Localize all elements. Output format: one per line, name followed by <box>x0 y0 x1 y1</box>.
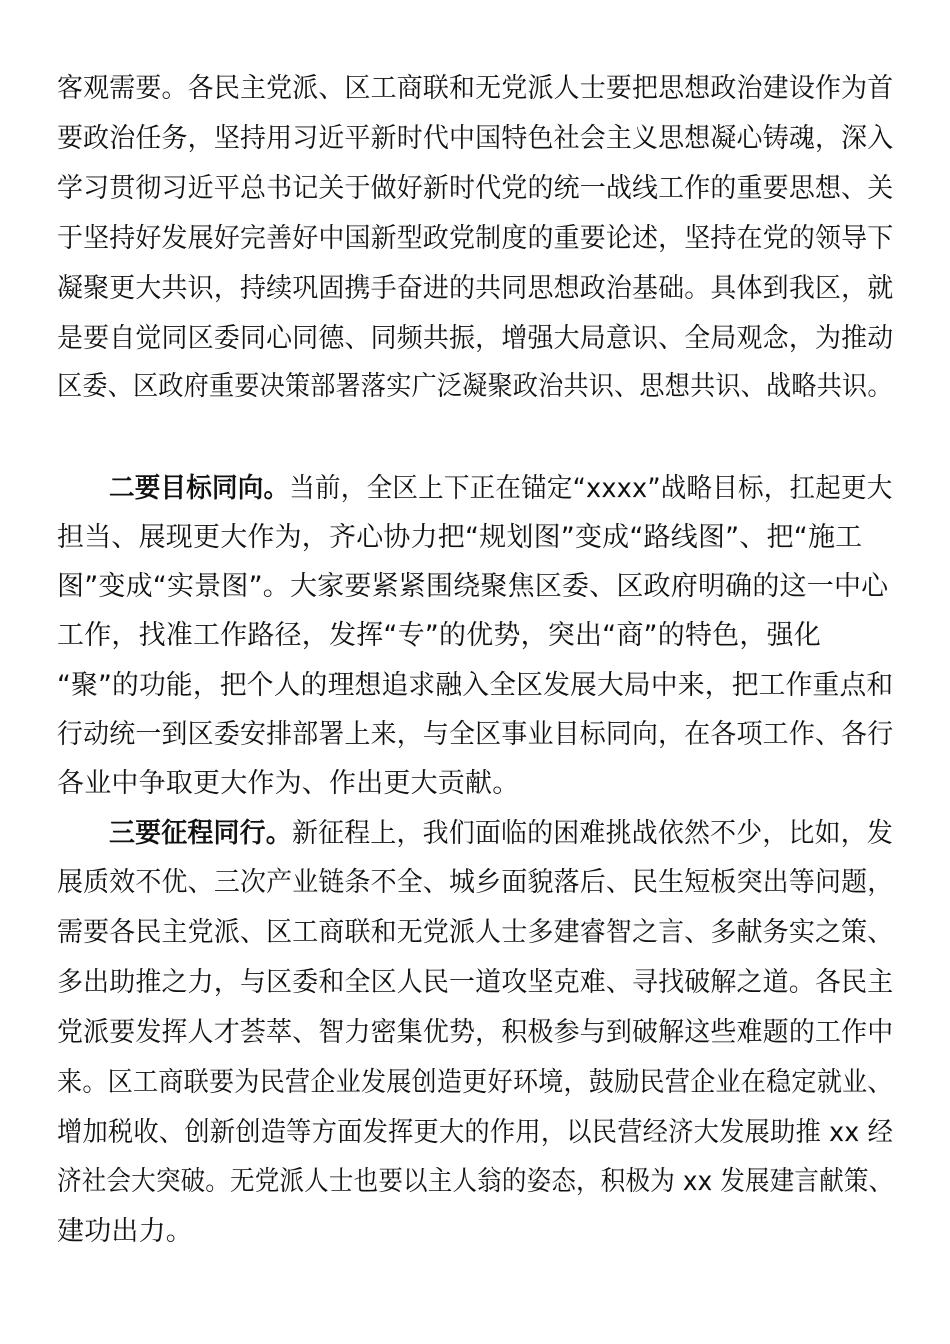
paragraph-3-line-6: 来。区工商联要为民营企业发展创造更好环境，鼓励民营企业在稳定就业、 <box>57 1067 893 1098</box>
paragraph-1-line-2: 要政治任务，坚持用习近平新时代中国特色社会主义思想凝心铸魂，深入 <box>57 123 894 154</box>
paragraph-3-line-1 <box>109 817 893 851</box>
paragraph-1-line-6: 是要自觉同区委同心同德、同频共振，增强大局意识、全局观念，为推动 <box>57 323 894 354</box>
paragraph-2-line-7: 各业中争取更大作为、作出更大贡献。 <box>57 768 520 799</box>
paragraph-3-line-3: 需要各民主党派、区工商联和无党派人士多建睿智之言、多献务实之策、 <box>57 917 894 948</box>
paragraph-2-line-5: “聚”的功能，把个人的理想追求融入全区发展大局中来，把工作重点和 <box>57 670 894 701</box>
paragraph-2-line-4: 工作，找准工作路径，发挥“专”的优势，突出“商”的特色，强化 <box>57 620 821 651</box>
paragraph-1-line-3: 学习贯彻习近平总书记关于做好新时代党的统一战线工作的重要思想、关 <box>57 173 894 204</box>
paragraph-3-line-2: 展质效不优、三次产业链条不全、城乡面貌落后、民生短板突出等问题， <box>57 867 894 898</box>
paragraph-2-line-6: 行动统一到区委安排部署上来，与全区事业目标同向，在各项工作、各行 <box>57 719 894 750</box>
paragraph-3-first-line-text: 新征程上，我们面临的困难挑战依然不少，比如，发 <box>291 818 894 849</box>
paragraph-3-line-7: 增加税收、创新创造等方面发挥更大的作用，以民营经济大发展助推 xx 经 <box>57 1117 894 1148</box>
paragraph-3-line-9: 建功出力。 <box>57 1216 193 1247</box>
paragraph-2-line-2: 担当、展现更大作为，齐心协力把“规划图”变成“路线图”、把“施工 <box>57 522 863 553</box>
paragraph-2-first-line-text: 当前，全区上下正在锚定“xxxx”战略目标，扛起更大 <box>289 473 893 504</box>
paragraph-3-line-4: 多出助推之力，与区委和全区人民一道攻坚克难、寻找破解之道。各民主 <box>57 967 894 998</box>
paragraph-1-line-7: 区委、区政府重要决策部署落实广泛凝聚政治共识、思想共识、战略共识。 <box>57 371 893 402</box>
paragraph-2-line-3: 图”变成“实景图”。大家要紧紧围绕聚焦区委、区政府明确的这一中心 <box>57 571 889 602</box>
paragraph-1-line-5: 凝聚更大共识，持续巩固携手奋进的共同思想政治基础。具体到我区，就 <box>57 273 894 304</box>
paragraph-3-heading: 三要征程同行。 <box>109 818 292 849</box>
paragraph-2-heading: 二要目标同向。 <box>109 473 290 504</box>
paragraph-3-line-8: 济社会大突破。无党派人士也要以主人翁的姿态，积极为 xx 发展建言献策、 <box>57 1166 894 1197</box>
paragraph-1-line-4: 于坚持好发展好完善好中国新型政党制度的重要论述，坚持在党的领导下 <box>57 223 894 254</box>
paragraph-3-line-5: 党派要发挥人才荟萃、智力密集优势，积极参与到破解这些难题的工作中 <box>57 1017 894 1048</box>
paragraph-2-line-1 <box>109 472 893 506</box>
paragraph-1-line-1: 客观需要。各民主党派、区工商联和无党派人士要把思想政治建设作为首 <box>57 73 894 104</box>
